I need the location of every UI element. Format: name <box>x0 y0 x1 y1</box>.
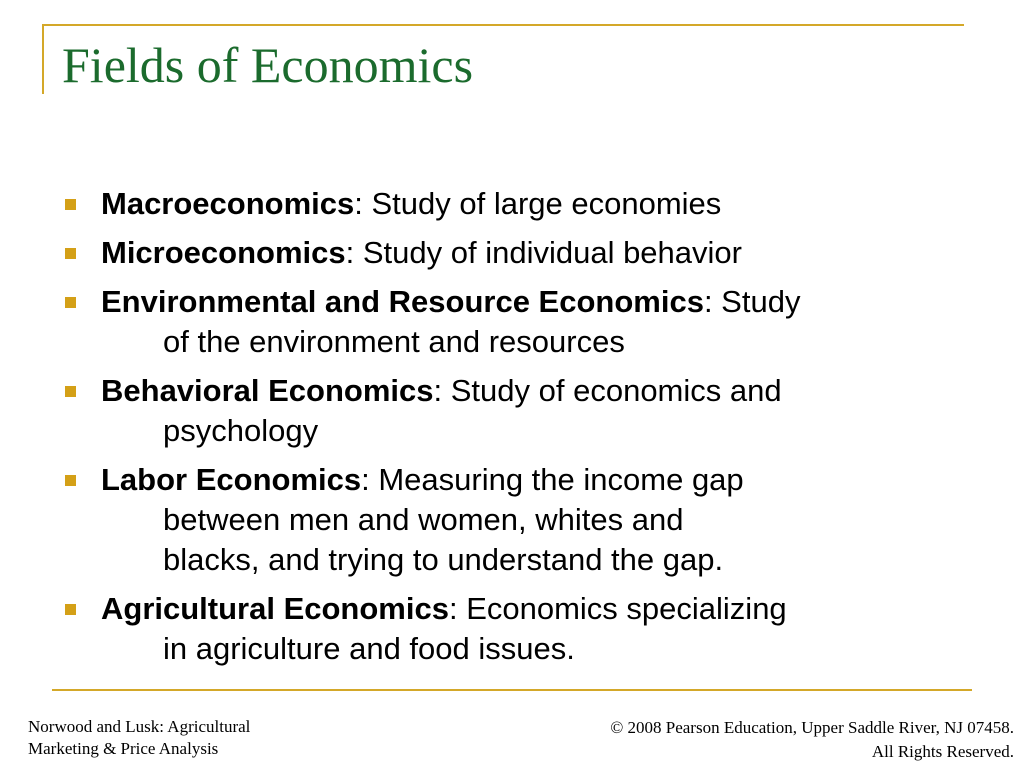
slide-title: Fields of Economics <box>62 37 474 93</box>
bullet-text: : Study <box>703 284 801 319</box>
bullet-term: Agricultural Economics <box>101 591 449 626</box>
footer-left-line: Norwood and Lusk: Agricultural <box>28 717 251 736</box>
bullet-continuation-line: psychology <box>163 413 319 448</box>
title-frame-left-rule <box>42 24 44 94</box>
square-bullet-icon <box>65 386 76 397</box>
footer-left-line: Marketing & Price Analysis <box>28 739 219 758</box>
bullet-first-line <box>101 282 962 322</box>
bullet-first-line <box>101 460 962 500</box>
bullet-item <box>62 460 962 580</box>
bullet-term: Macroeconomics <box>101 186 355 221</box>
title-frame-top-rule <box>42 24 964 26</box>
footer-right-line: © 2008 Pearson Education, Upper Saddle River, NJ 07458. <box>610 718 1014 737</box>
bullet-item <box>62 184 962 224</box>
bullet-item <box>62 589 962 669</box>
bullet-text: : Study of large economies <box>354 186 722 221</box>
bullet-list <box>62 184 962 678</box>
footer-copyright <box>610 716 1014 764</box>
bullet-first-line <box>101 371 962 411</box>
bullet-first-line <box>101 589 962 629</box>
bullet-continuation-line: of the environment and resources <box>163 324 625 359</box>
square-bullet-icon <box>65 248 76 259</box>
square-bullet-icon <box>65 604 76 615</box>
bullet-term: Behavioral Economics <box>101 373 434 408</box>
bullet-first-line <box>101 233 962 273</box>
bullet-text: : Economics specializing <box>448 591 787 626</box>
bullet-first-line <box>101 184 962 224</box>
footer-book-credit <box>28 716 250 760</box>
bullet-continuation-line: between men and women, whites and <box>163 502 684 537</box>
bullet-item <box>62 371 962 451</box>
bullet-term: Environmental and Resource Economics <box>101 284 704 319</box>
bullet-text: : Study of individual behavior <box>345 235 742 270</box>
square-bullet-icon <box>65 297 76 308</box>
footer-rule <box>52 689 972 691</box>
bullet-continuation-line: in agriculture and food issues. <box>163 631 575 666</box>
bullet-continuation-line: blacks, and trying to understand the gap. <box>163 542 724 577</box>
bullet-term: Labor Economics <box>101 462 362 497</box>
square-bullet-icon <box>65 199 76 210</box>
bullet-item <box>62 233 962 273</box>
square-bullet-icon <box>65 475 76 486</box>
bullet-text: : Study of economics and <box>433 373 782 408</box>
bullet-term: Microeconomics <box>101 235 346 270</box>
bullet-text: : Measuring the income gap <box>361 462 744 497</box>
bullet-item <box>62 282 962 362</box>
footer-right-line: All Rights Reserved. <box>871 742 1014 761</box>
